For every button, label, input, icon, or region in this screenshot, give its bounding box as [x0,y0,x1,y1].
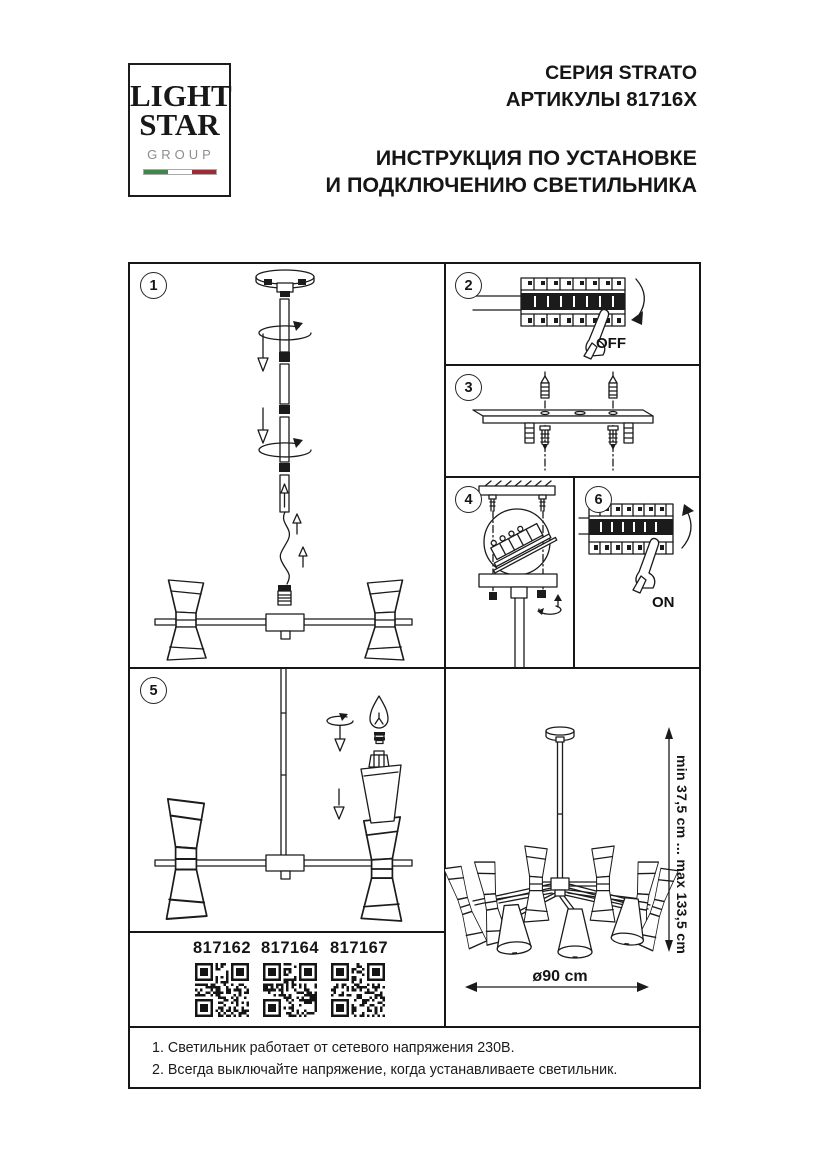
bracket-mounting-diagram [445,366,699,476]
step-panel-6 [575,478,699,667]
notes-panel [130,1028,699,1087]
shade-bulb-diagram [130,669,445,931]
diameter-label: ø90 cm [532,968,588,985]
note-line-1: 1. Светильник работает от сетевого напряжения 230В. [152,1040,515,1056]
article-number-3: 817167 [329,939,389,957]
height-range-label: min 37,5 cm ... max 133,5 cm [674,755,690,955]
step-number-6: 6 [585,486,612,513]
rod-assembly-diagram [130,264,445,668]
qr-code-817167 [331,963,385,1017]
article-number-2: 817164 [260,939,320,957]
step-number-5: 5 [140,677,167,704]
articles-title: АРТИКУЛЫ 81716X [505,88,697,111]
note-line-2: 2. Всегда выключайте напряжение, когда устанавливаете светильник. [152,1062,618,1078]
article-number-1: 817162 [192,939,252,957]
dimensions-panel [445,669,699,1026]
step-number-3: 3 [455,374,482,401]
logo-group: GROUP [147,147,215,162]
qr-code-817162 [195,963,249,1017]
step-panel-2 [445,264,699,364]
step-number-4: 4 [455,486,482,513]
step-number-1: 1 [140,272,167,299]
instruction-title-line2: И ПОДКЛЮЧЕНИЮ СВЕТИЛЬНИКА [325,173,697,197]
instruction-title-line1: ИНСТРУКЦИЯ ПО УСТАНОВКЕ [375,146,697,170]
on-label: ON [652,594,675,611]
step-number-2: 2 [455,272,482,299]
document-header [326,62,697,199]
logo-light: LIGHT [130,78,232,113]
italian-flag-stripe [143,169,217,175]
instruction-grid [128,262,701,1089]
off-label: OFF [596,335,626,352]
logo-star: STAR [139,107,220,142]
step-panel-3 [445,366,699,476]
breaker-off-diagram [445,264,699,364]
step-panel-4 [445,478,573,667]
article-qr-panel [130,933,445,1026]
qr-code-817164 [263,963,317,1017]
lightstar-logo [128,63,231,197]
step-panel-1 [130,264,445,668]
series-title: СЕРИЯ STRATO [545,62,697,84]
step-panel-5 [130,669,445,931]
